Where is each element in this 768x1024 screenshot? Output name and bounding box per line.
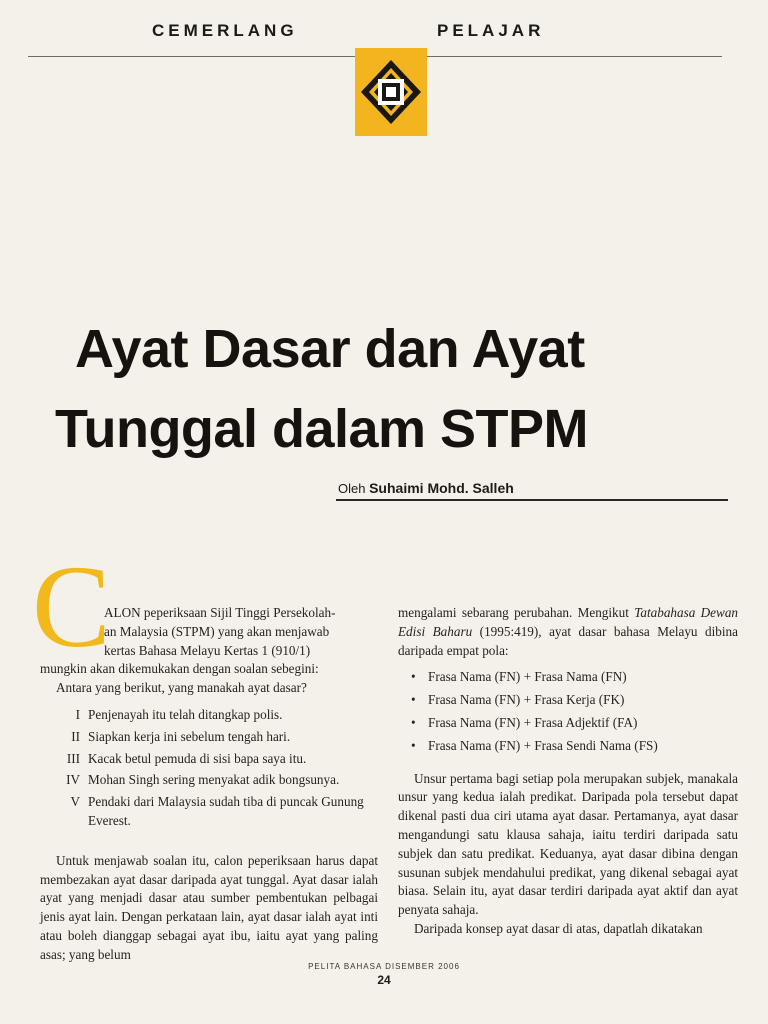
option-item — [40, 793, 378, 831]
option-item — [40, 750, 378, 769]
paragraph-text: (1995:419), ayat dasar bahasa Melayu dibina daripada empat pola: — [398, 623, 738, 658]
folio-line: PELITA BAHASA DISEMBER 2006 — [308, 962, 460, 971]
option-text: Mohan Singh sering menyakat adik bongsunya. — [88, 772, 340, 788]
intro-line: kertas Bahasa Melayu Kertas 1 (910/1) — [104, 642, 311, 658]
pattern-item: • Frasa Nama (FN) + Frasa Nama (FN) — [398, 668, 738, 687]
option-item — [40, 706, 378, 725]
body-paragraph — [398, 604, 738, 660]
page-number: 24 — [377, 973, 391, 987]
reference-title: Tatabahasa Dewan Edisi Baharu — [398, 605, 739, 639]
header-rule-right — [427, 56, 722, 57]
drop-cap: C — [32, 541, 111, 672]
option-list — [40, 706, 378, 831]
question-text: Antara yang berikut, yang manakah ayat dasar? — [56, 680, 307, 696]
pattern-list — [398, 668, 738, 755]
intro-line: an Malaysia (STPM) yang akan menjawab — [104, 623, 330, 639]
option-item — [40, 771, 378, 790]
diamond-ornament-icon — [355, 48, 427, 136]
header-word-left: CEMERLANG — [152, 21, 298, 40]
pattern-item: • Frasa Nama (FN) + Frasa Sendi Nama (FS) — [398, 737, 738, 756]
byline — [338, 480, 514, 496]
pattern-item: • Frasa Nama (FN) + Frasa Adjektif (FA) — [398, 714, 738, 733]
option-number: I — [75, 706, 80, 722]
article-title-line-1: Ayat Dasar dan Ayat — [75, 319, 585, 379]
header-rule-left — [28, 56, 355, 57]
option-item — [40, 728, 378, 747]
option-text: Siapkan kerja ini sebelum tengah hari. — [88, 728, 291, 744]
pattern-item: • Frasa Nama (FN) + Frasa Kerja (FK) — [398, 691, 738, 710]
paragraph-text: mengalami sebarang perubahan. Mengikut — [398, 605, 629, 620]
text-column-right — [398, 604, 738, 939]
header-word-right: PELAJAR — [437, 21, 545, 40]
article-title-line-2: Tunggal dalam STPM — [55, 399, 589, 459]
byline-prefix: Oleh — [338, 481, 366, 496]
body-paragraph: Unsur pertama bagi setiap pola merupakan subjek, manakala unsur yang kedua ialah predikat. Daripada pola tersebut dapat dikenal pasti dua ciri utama ayat dasar. Pertamanya, ayat dasar mengandungi satu klausa sahaja, iaitu terdiri daripada satu subjek dan satu predikat. Keduanya, ayat dasar dibina dengan susunan subjek mendahului predikat, yang dikenal sebagai ayat biasa. Selain itu, ayat dasar terdiri daripada ayat aktif dan ayat penyata sahaja. — [398, 770, 738, 918]
option-number: III — [66, 750, 80, 766]
option-number: V — [70, 794, 80, 810]
option-number: II — [71, 728, 80, 744]
body-paragraph: Untuk menjawab soalan itu, calon peperiksaan harus dapat membezakan ayat dasar daripada ayat tunggal. Ayat dasar ialah ayat yang menjadi dasar atau sumber pembentukan pelbagai jenis ayat lain. Dengan perkataan lain, ayat dasar ialah ayat inti atau boleh dianggap sebagai ayat ibu, iaitu ayat yang paling asas; yang belum — [40, 852, 378, 962]
intro-line: ALON peperiksaan Sijil Tinggi Persekolah- — [104, 605, 336, 620]
option-text: Pendaki dari Malaysia sudah tiba di puncak Gunung Everest. — [88, 794, 364, 828]
text-column-left — [40, 604, 378, 965]
author-name: Suhaimi Mohd. Salleh — [369, 480, 514, 496]
option-number: IV — [66, 772, 80, 788]
option-text: Penjenayah itu telah ditangkap polis. — [88, 706, 283, 722]
intro-line: mungkin akan dikemukakan dengan soalan sebegini: — [40, 661, 319, 677]
option-text: Kacak betul pemuda di sisi bapa saya itu. — [88, 750, 307, 766]
body-paragraph: Daripada konsep ayat dasar di atas, dapatlah dikatakan — [414, 920, 703, 936]
byline-rule — [336, 499, 728, 501]
